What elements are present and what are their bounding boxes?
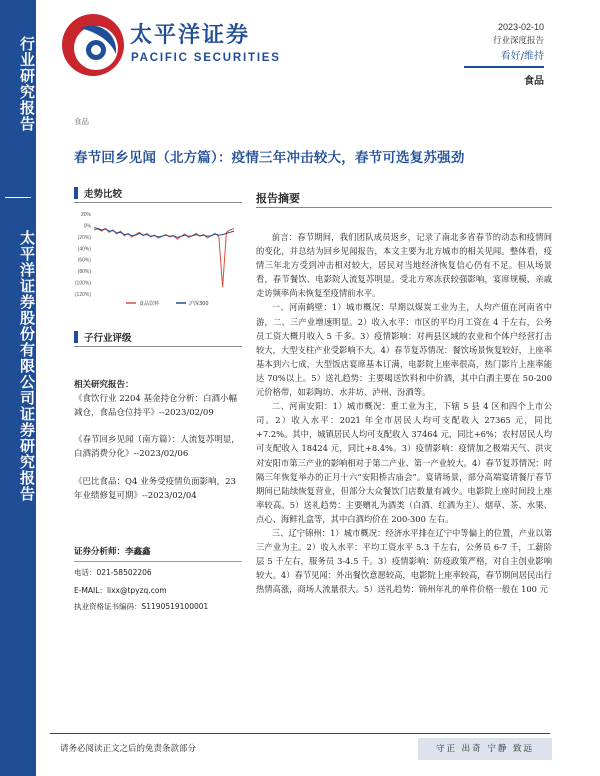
- analyst-label: 证券分析师：: [74, 547, 126, 557]
- y-tick-label: (120%): [74, 292, 91, 298]
- sidebar-report-category: 行业研究报告: [18, 36, 36, 132]
- y-tick-label: 20%: [80, 212, 91, 218]
- analyst-cert: [74, 601, 208, 612]
- analyst-rule: [74, 561, 242, 562]
- y-tick-label: (60%): [77, 257, 91, 264]
- report-meta: [493, 20, 544, 65]
- meta-divider: [464, 66, 544, 68]
- trend-heading-label: 走势比较: [84, 189, 123, 200]
- report-title: 春节回乡见闻（北方篇）：疫情三年冲击较大，春节可选复苏强劲: [74, 150, 465, 166]
- sub-rating-heading: [74, 330, 132, 344]
- report-date: 2023-02-10: [497, 22, 544, 32]
- summary-body: [256, 230, 552, 596]
- sidebar-company-label: 太平洋证券股份有限公司证券研究报告: [18, 230, 36, 502]
- chart-legend: [126, 300, 209, 307]
- report-type: 行业深度报告: [492, 36, 544, 46]
- y-tick-label: (100%): [74, 280, 91, 287]
- phone-value: 021-58502206: [96, 568, 152, 577]
- industry-rating: 看好/维持: [500, 51, 544, 62]
- related-report-item[interactable]: 《巴比食品：Q4 业务受疫情负面影响，23 年业绩修复可期》--2023/02/04: [74, 477, 236, 501]
- email-label: E-MAIL：: [74, 586, 107, 595]
- y-tick-label: (40%): [77, 246, 91, 253]
- summary-paragraph: 前言：春节期间，我们团队成员返乡，记录了南北多省春节的动态和疫情间的变化，并总结为回乡见闻报告，本文主要为北方城市的相关见闻。整体看，疫情三年北方受到冲击相对较大，居民对当地经济恢复信心仍有不足。但从场景看，春节餐饮、电影院人流复苏明显。受北方寒冻获较强影响，宴席规模、亲戚走访频率尚未恢复至疫情前水平。: [256, 232, 552, 299]
- related-report-item[interactable]: 《春节回乡见闻（南方篇）：人流复苏明显，白酒消费分化》--2023/02/06: [74, 435, 240, 459]
- chart-lines: [94, 228, 234, 287]
- logo-emblem-icon: [60, 12, 126, 78]
- analyst-name: 李鑫鑫: [125, 547, 151, 557]
- analyst-email: [74, 585, 167, 596]
- series-line: [94, 228, 234, 287]
- cert-value: S1190519100001: [141, 602, 209, 611]
- industry-label: 食品: [524, 76, 544, 87]
- footer-disclaimer: 请务必阅读正文之后的免责条款部分: [60, 744, 197, 754]
- heading-marker: [74, 187, 78, 199]
- footer-slogan: 守正 出奇 宁静 致远: [418, 738, 552, 760]
- y-tick-label: (80%): [77, 269, 91, 276]
- sidebar-divider: [5, 197, 31, 198]
- logo-name-en: PACIFIC SECURITIES: [131, 52, 281, 64]
- sidebar: [0, 0, 36, 776]
- heading-marker: [74, 331, 78, 343]
- summary-paragraph: 三、辽宁锦州：1）城市概况：经济水平排在辽宁中等偏上的位置，产业以第三产业为主。2）收入水平：平均工资水平 5.3 千左右，公务员 6-7 千，工薪阶层 5 千左右，服务员 3-4.5 千。3）疫情影响：防疫政策严格，对自主创业影响较大。4）春节见闻：外出餐饮意愿较高，电影院上座率较高，春节期间居民出行热情高涨，商场人流量很大。5）送礼趋势：锦州年礼的单件价格一般在 100 元: [256, 527, 552, 595]
- related-report-item[interactable]: 《食饮行业 2204 基金持仓分析：白酒小幅减仓，食品仓位持平》--2023/02/09: [74, 394, 238, 418]
- y-tick-label: (20%): [77, 234, 91, 241]
- logo-name-cn: 太平洋证券: [130, 23, 251, 48]
- footer-rule: [50, 733, 550, 734]
- company-logo: [60, 12, 310, 80]
- related-reports-heading: 相关研究报告：: [74, 380, 134, 390]
- legend-label: 食品饮料: [139, 301, 160, 307]
- cert-label: 执业资格证书编码：: [74, 602, 142, 611]
- summary-rule: [256, 207, 552, 208]
- trend-heading: [74, 186, 122, 200]
- category-tag: 食品: [74, 117, 89, 126]
- sub-rating-heading-label: 子行业评级: [84, 333, 132, 344]
- phone-label: 电话：: [74, 568, 97, 577]
- legend-label: 沪深300: [189, 301, 209, 307]
- y-tick-labels: [75, 212, 92, 298]
- trend-rule: [74, 202, 242, 203]
- analyst-phone: [74, 567, 152, 578]
- sub-rating-rule: [74, 346, 242, 347]
- summary-heading: 报告摘要: [256, 192, 300, 205]
- email-value[interactable]: lixx@tpyzq.com: [106, 586, 167, 595]
- y-tick-label: 0%: [83, 223, 91, 230]
- summary-paragraph: 一、河南鹤壁：1）城市概况：早期以煤炭工业为主，人均产值在河南省中游，二、三产业增速明显。2）收入水平：市区的平均月工资在 4 千左右，公务员工资大概月收入 5 千多。3）疫情影响：对两县区域的农业和个体户经营打击较大，大型支柱产业受影响不大。4）春节复苏情况：餐饮场景恢复较好，上座率基本到六七成，大型饭店宴席基本订满，电影院上座率很高，热门影片上座率能达 70%以上。5）送礼趋势：主要喝送饮料和中价酒，其中白酒主要在 50-200 元价格带，如彩陶坊、水井坊、泸州、汾酒等。: [256, 302, 552, 398]
- analyst-heading: [74, 545, 151, 557]
- summary-paragraph: 二、河南安阳：1）城市概况：重工业为主，下辖 5 县 4 区和四个上市公司。2）收入水平：2021 年全市居民人均可支配收入 27365 元，同比+7.2%。其中，城镇居民人均可支配收入 37464 元，同比+6%；农村居民人均可支配收入 18424 元，同比+8.4%。3）疫情影响：疫情加之极端天气、洪灾对安阳市第三产业的影响相对于第二产业、第一产业较大。4）春节复苏情况：时隔三年恢复举办的正月十六“安阳桥古庙会”。宴请场景，部分高端宴请餐厅春节期间已陆续恢复营业，但部分大众餐饮门店数量有减少。电影院上座时间段上座率较高。5）送礼趋势：主要赠礼为酒类（白酒、红酒为主）、烟草、茶、水果、点心、海鲜礼盒等，其中白酒均价在 200-300 左右。: [256, 401, 552, 524]
- trend-chart: [66, 206, 238, 310]
